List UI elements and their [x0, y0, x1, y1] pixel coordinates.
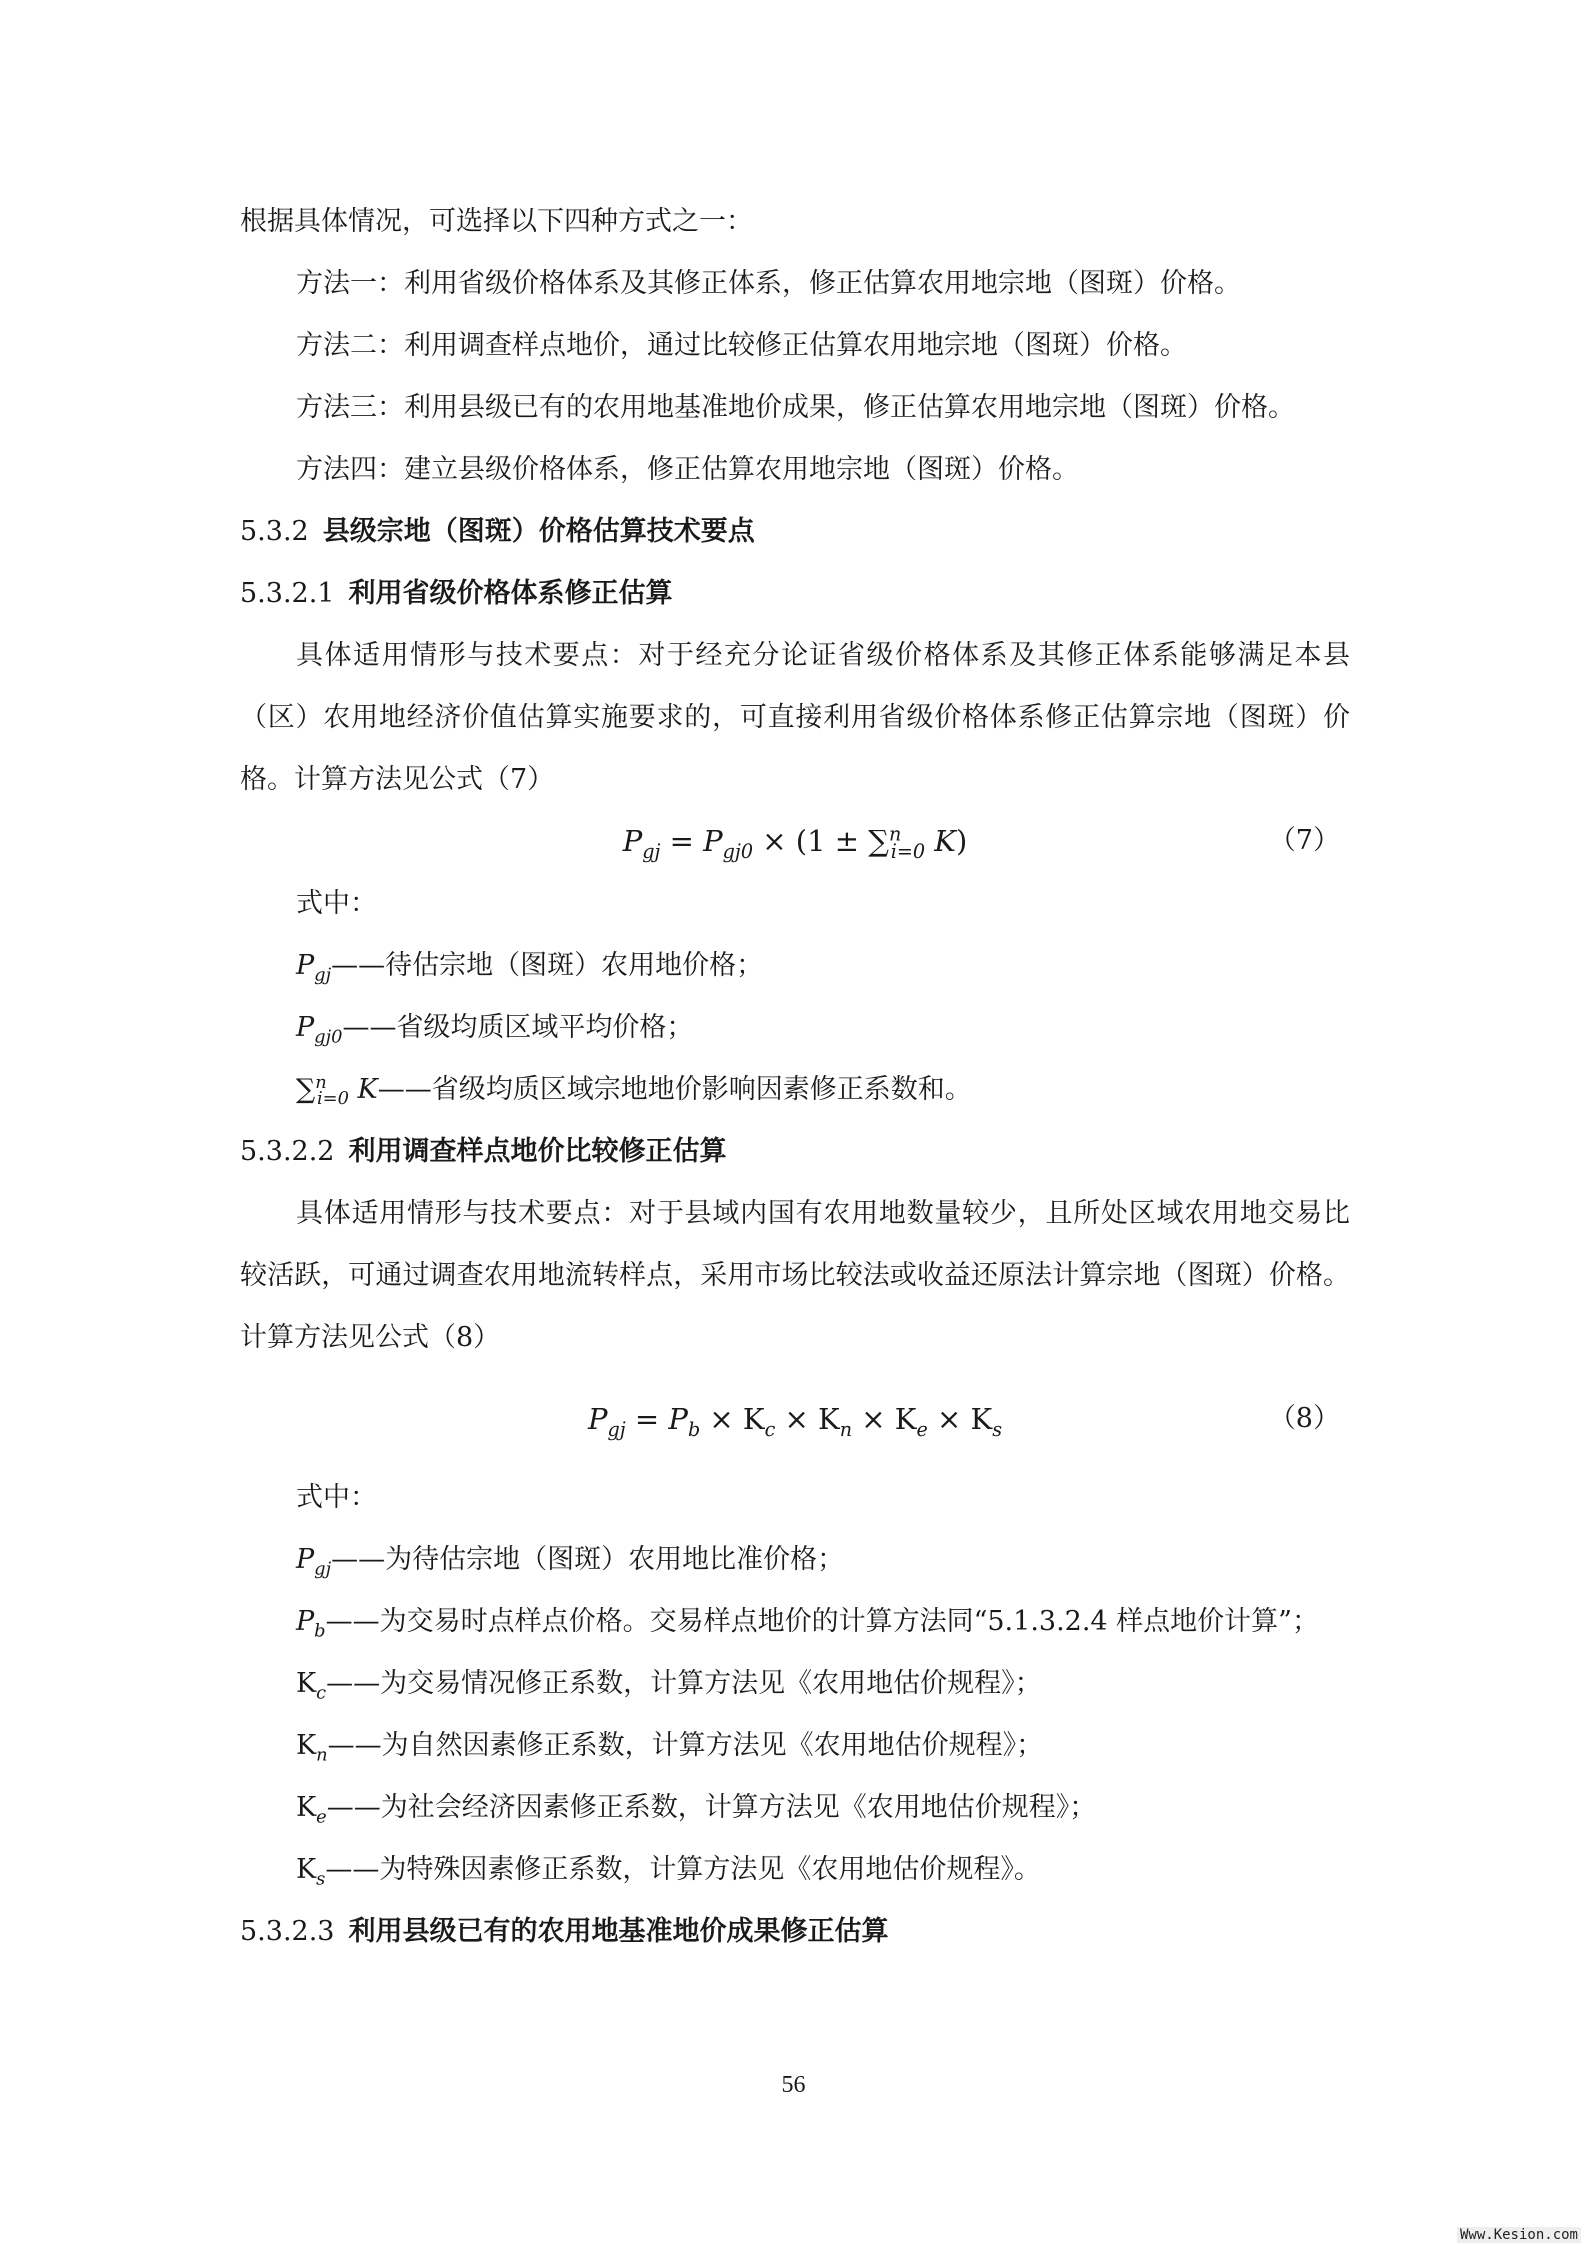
- formula-expression: $P_{gj} = P_{gj0} \times (1 \pm \sum^n_{i=0}$ K): [622, 822, 968, 863]
- definition-kc: [296, 1666, 1350, 1702]
- equation-number: （8）: [1268, 1403, 1340, 1434]
- method-4: 方法四：建立县级价格体系，修正估算农用地宗地（图斑）价格。: [296, 454, 1079, 485]
- where-label: 式中：: [296, 1482, 377, 1513]
- paragraph-line: 计算方法见公式（8）: [240, 1322, 501, 1353]
- method-3: 方法三：利用县级已有的农用地基准地价成果，修正估算农用地宗地（图斑）价格。: [296, 392, 1295, 423]
- section-title: 利用县级已有的农用地基准地价成果修正估算: [348, 1916, 889, 1947]
- math-symbol: $P_b$: [296, 1606, 326, 1642]
- definition-text: ——待估宗地（图斑）农用地价格；: [331, 950, 764, 981]
- section-number: 5.3.2: [240, 516, 309, 547]
- section-heading-5-3-2-3: [240, 1914, 1350, 1950]
- section-heading-5-3-2: [240, 514, 1350, 550]
- where-label: 式中：: [296, 888, 377, 919]
- math-symbol: ∑$^n_{i=0}$ K: [296, 1072, 378, 1110]
- definition-text: ——为自然因素修正系数，计算方法见《农用地估价规程》；: [327, 1730, 1044, 1761]
- formula-7: [240, 822, 1350, 863]
- definition-text: ——为交易时点样点价格。交易样点地价的计算方法同“5.1.3.2.4 样点地价计算”；: [325, 1606, 1319, 1637]
- section-title: 利用调查样点地价比较修正估算: [348, 1136, 727, 1167]
- paragraph-line: 具体适用情形与技术要点：对于县域内国有农用地数量较少，且所处区域农用地交易比: [296, 1198, 1350, 1229]
- paragraph-line: 格。计算方法见公式（7）: [240, 764, 555, 795]
- math-symbol: $K_e$: [296, 1792, 327, 1828]
- definition-text: ——省级均质区域平均价格；: [342, 1012, 694, 1043]
- definition-text: ——为社会经济因素修正系数，计算方法见《农用地估价规程》；: [326, 1792, 1097, 1823]
- section-number: 5.3.2.2: [240, 1136, 335, 1167]
- page-number: 56: [781, 2072, 806, 2098]
- method-1: 方法一：利用省级价格体系及其修正体系，修正估算农用地宗地（图斑）价格。: [296, 268, 1241, 299]
- definition-pgj: [296, 948, 1350, 984]
- definition-text: ——为特殊因素修正系数，计算方法见《农用地估价规程》。: [325, 1854, 1041, 1885]
- method-2: 方法二：利用调查样点地价，通过比较修正估算农用地宗地（图斑）价格。: [296, 330, 1187, 361]
- math-symbol: $P_{gj0}$: [296, 1012, 343, 1048]
- site-watermark: Www.Kesion.com: [1457, 2227, 1581, 2243]
- math-symbol: $K_s$: [296, 1854, 326, 1890]
- intro-text: 根据具体情况，可选择以下四种方式之一：: [240, 206, 753, 237]
- equation-number: （7）: [1268, 825, 1340, 856]
- paragraph-line: 较活跃，可通过调查农用地流转样点，采用市场比较法或收益还原法计算宗地（图斑）价格。: [240, 1260, 1350, 1291]
- definition-text: ——为待估宗地（图斑）农用地比准价格；: [331, 1544, 845, 1575]
- math-symbol: $P_{gj}$: [296, 1544, 332, 1580]
- paragraph-line: （区）农用地经济价值估算实施要求的，可直接利用省级价格体系修正估算宗地（图斑）价: [240, 702, 1350, 733]
- section-heading-5-3-2-2: [240, 1134, 1350, 1170]
- math-symbol: $K_n$: [296, 1730, 328, 1766]
- section-title: 县级宗地（图斑）价格估算技术要点: [322, 516, 755, 547]
- paragraph-line: 具体适用情形与技术要点：对于经充分论证省级价格体系及其修正体系能够满足本县: [296, 640, 1350, 671]
- definition-pgj0: [296, 1010, 1350, 1046]
- section-number: 5.3.2.3: [240, 1916, 335, 1947]
- formula-8: [240, 1400, 1350, 1441]
- math-symbol: $K_c$: [296, 1668, 327, 1704]
- definition-ke: [296, 1790, 1350, 1826]
- section-title: 利用省级价格体系修正估算: [348, 578, 673, 609]
- definition-pb: [296, 1604, 1350, 1640]
- definition-ks: [296, 1852, 1350, 1888]
- definition-text: ——省级均质区域宗地地价影响因素修正系数和。: [377, 1074, 972, 1105]
- formula-expression: $P_{gj} = P_b \times K_c \times K_n \times K_e \times K_s$: [587, 1402, 1003, 1441]
- definition-pgj: [296, 1542, 1350, 1578]
- math-symbol: $P_{gj}$: [296, 950, 332, 986]
- definition-kn: [296, 1728, 1350, 1764]
- definition-text: ——为交易情况修正系数，计算方法见《农用地估价规程》；: [326, 1668, 1042, 1699]
- section-heading-5-3-2-1: [240, 576, 1350, 612]
- section-number: 5.3.2.1: [240, 578, 335, 609]
- definition-sum-k: [296, 1072, 1350, 1108]
